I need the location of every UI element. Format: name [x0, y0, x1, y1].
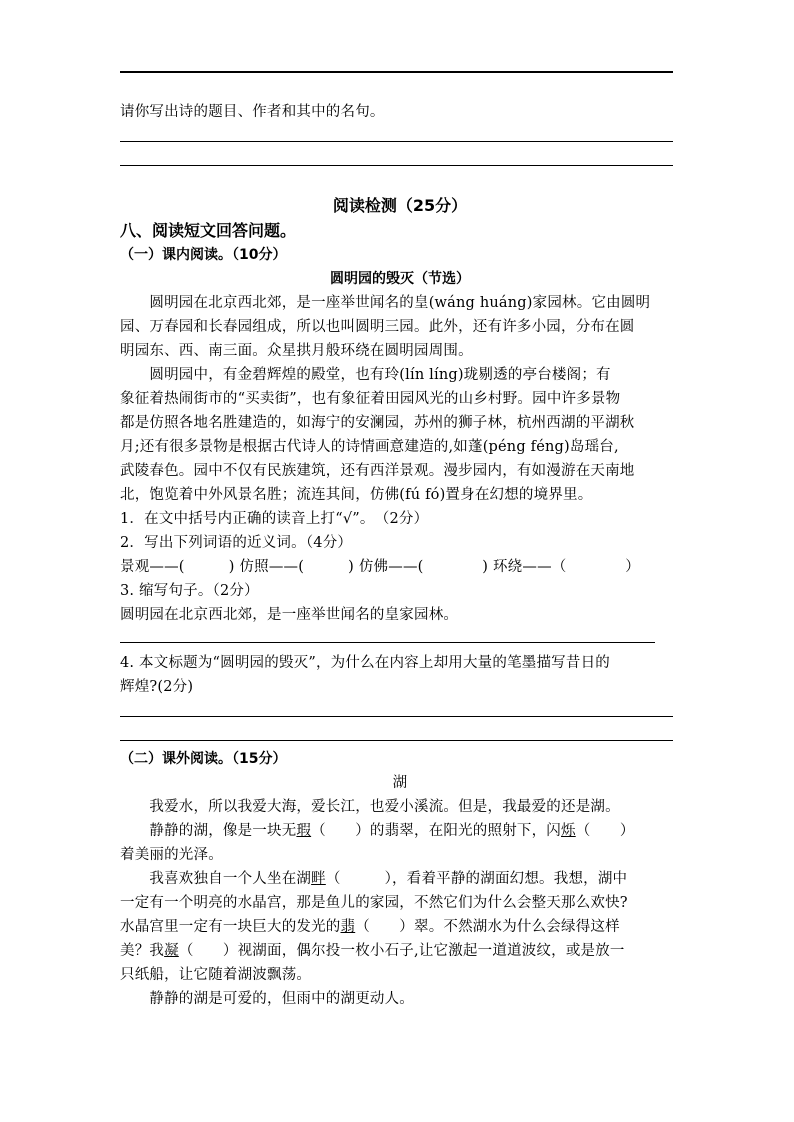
- passage-1-line: 武陵春色。园中不仅有民族建筑，还有西洋景观。漫步园内，有如漫游在天南地: [120, 463, 635, 479]
- underlined-char: 凝: [164, 943, 179, 959]
- underlined-char: 畔: [311, 871, 326, 887]
- reading-section-title: 阅读检测（25分）: [332, 196, 468, 215]
- question-1: 1．在文中括号内正确的读音上打“√”。 （2分）: [120, 511, 429, 527]
- passage-2-line: [120, 916, 680, 938]
- part-1-title: （一）课内阅读。（10分）: [120, 247, 287, 263]
- passage-2-line: 我爱水，所以我爱大海，爱长江，也爱小溪流。但是，我最爱的还是湖。: [120, 799, 620, 815]
- text: （ ）的翡翠，在阳光的照射下，闪: [311, 823, 562, 839]
- text: （ ）视湖面，偶尔投一枚小石子,让它激起一道道波纹，或是放一: [178, 943, 625, 959]
- passage-1-line: 北，饱览着中外风景名胜；流连其间，仿佛(fú fó)置身在幻想的境界里。: [120, 487, 593, 503]
- underlined-char: 瑕: [296, 823, 312, 839]
- passage-2-line: [120, 940, 680, 962]
- passage-2-line: [120, 820, 680, 842]
- answer-line: [120, 642, 655, 643]
- underlined-char: 烁: [561, 823, 576, 839]
- passage-2-line: [120, 868, 680, 890]
- passage-1-line: 月;还有很多景物是根据古代诗人的诗情画意建造的,如蓬(péng féng)岛瑶台,: [120, 439, 619, 455]
- passage-1-line: 圆明园中，有金碧辉煌的殿堂，也有玲(lín líng)珑剔透的亭台楼阁；有: [120, 367, 611, 383]
- passage-1-line: 园、万春园和长春园组成，所以也叫圆明三园。此外，还有许多小园，分布在圆: [120, 319, 635, 335]
- passage-1-line: 象征着热闹街市的“买卖街”，也有象征着田园风光的山乡村野。园中许多景物: [120, 391, 621, 407]
- answer-line: [120, 716, 673, 717]
- passage-1-line: 圆明园在北京西北郊，是一座举世闻名的皇(wáng huáng)家园林。它由圆明: [120, 295, 651, 311]
- passage-2-line: 静静的湖是可爱的，但雨中的湖更动人。: [120, 991, 414, 1007]
- passage-1-line: 明园东、西、南三面。众星拱月般环绕在圆明园周围。: [120, 343, 473, 359]
- passage-2-line: 只纸船，让它随着湖波飘荡。: [120, 967, 312, 983]
- answer-line: [120, 740, 673, 741]
- passage-2-line: 一定有一个明亮的水晶宫，那是鱼儿的家园，不然它们为什么会整天那么欢快?: [120, 895, 628, 911]
- section-8-title: 八、阅读短文回答问题。: [120, 221, 297, 240]
- text: 我喜欢独自一个人坐在湖: [120, 871, 312, 887]
- passage-2-line: 着美丽的光泽。: [120, 847, 223, 863]
- question-2-blanks: 景观——( ) 仿照——( ) 仿佛——( ) 环绕——（ ）: [120, 559, 640, 575]
- question-2: 2．写出下列词语的近义词。（4分）: [120, 535, 353, 551]
- underlined-char: 翡: [340, 919, 356, 935]
- part-2-title: （二）课外阅读。（15分）: [120, 751, 287, 767]
- text: （ ），看着平静的湖面幻想。我想，湖中: [325, 871, 628, 887]
- answer-line: [120, 165, 673, 166]
- text: （ ）翠。不然湖水为什么会绿得这样: [355, 919, 620, 935]
- question-3-sentence: 圆明园在北京西北郊，是一座举世闻名的皇家园林。: [120, 607, 459, 623]
- question-4-cont: 辉煌?(2分): [120, 679, 194, 695]
- top-prompt: 请你写出诗的题目、作者和其中的名句。: [120, 104, 385, 120]
- passage-1-title: 圆明园的毁灭（节选）: [330, 271, 470, 287]
- answer-line: [120, 141, 673, 142]
- question-3: 3. 缩写句子。（2分）: [120, 583, 259, 599]
- answer-line: [120, 71, 673, 73]
- text: 水晶宫里一定有一块巨大的发光的: [120, 919, 341, 935]
- question-4: 4. 本文标题为“圆明园的毁灭”，为什么在内容上却用大量的笔墨描写昔日的: [120, 655, 610, 671]
- text: 静静的湖，像是一块无: [120, 823, 297, 839]
- text: （ ）: [575, 823, 635, 839]
- passage-2-title: 湖: [392, 775, 408, 791]
- text: 美？我: [120, 943, 165, 959]
- passage-1-line: 都是仿照各地名胜建造的，如海宁的安澜园，苏州的狮子林，杭州西湖的平湖秋: [120, 415, 635, 431]
